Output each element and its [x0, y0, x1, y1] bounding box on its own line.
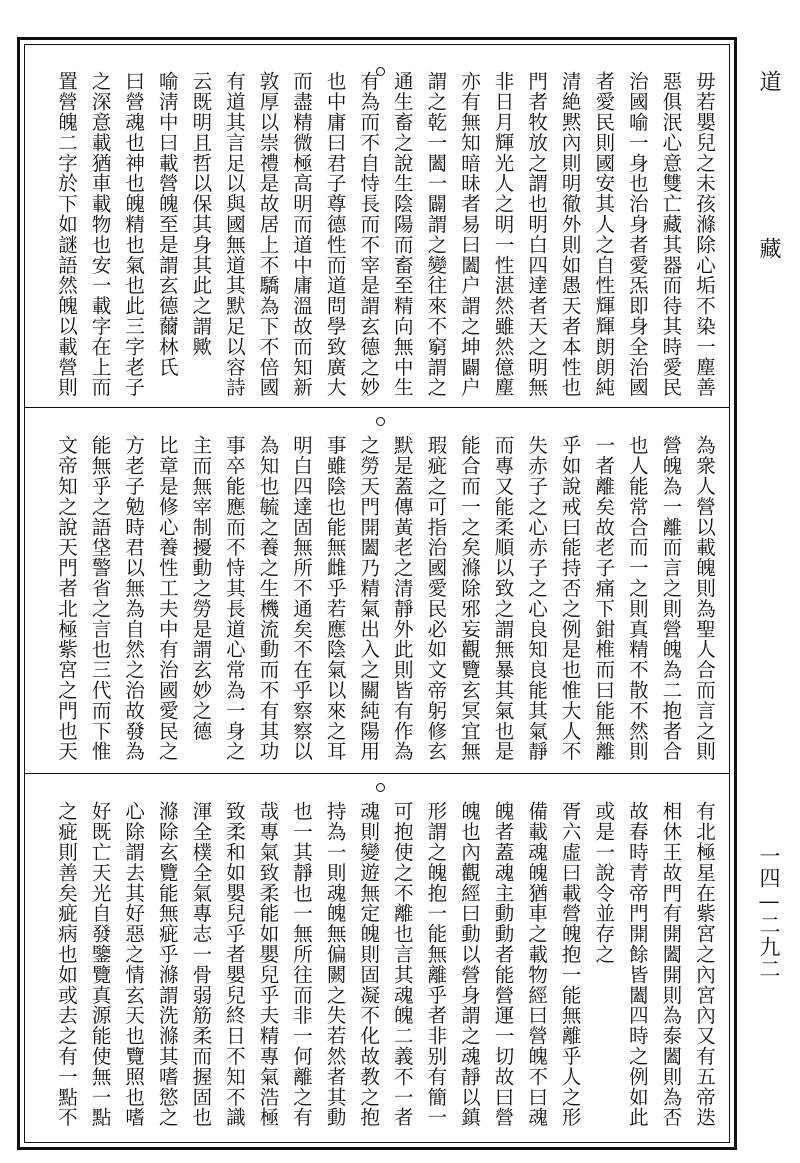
text-column: 故春時青帝門開餘皆闔四時之例如此 — [625, 801, 649, 1128]
text-column: 或是一說令並存之 — [592, 801, 616, 965]
text-column: 喻淸中曰載營魄至是謂玄德薾林氏 — [155, 71, 179, 377]
text-column: 好既亡天光自發鑒覽真源能使無一點 — [88, 801, 112, 1128]
panel-divider — [25, 407, 729, 408]
page-number: 一四—二九二 — [757, 845, 781, 980]
circle-mark-icon — [376, 783, 385, 792]
text-column: 有北極星在紫宮之內宮內又有五帝迭 — [692, 801, 716, 1128]
text-column: 而專又能柔順以致之謂無暴其氣也是 — [491, 435, 515, 762]
text-column: 之疵則善矣疵病也如或去之有一點不 — [55, 801, 78, 1128]
text-column: 之深意載猶車載物也安一載字在上而 — [88, 71, 112, 398]
text-column: 備載魂魄猶車之載物經曰營魄不曰魂 — [525, 801, 549, 1128]
text-column: 形謂之魄抱一能無離乎者非别有簡一 — [424, 801, 448, 1128]
text-column: 能合而一之矣滌除邪妄觀覽玄冥宜無 — [457, 435, 481, 762]
page-frame — [24, 44, 730, 1143]
text-column: 默是蓋傳黃老之清靜外此則皆有作為 — [390, 435, 414, 762]
text-column: 主而無宰制擾動之勞是謂玄妙之德 — [189, 435, 213, 741]
text-column: 門者牧放之謂也明白四達者天之明無 — [525, 71, 549, 398]
text-column: 置營魄二字於下如謎語然魄以載營則 — [55, 71, 78, 398]
text-column: 致柔和如嬰兒乎者嬰兒終日不知不識 — [222, 801, 246, 1128]
text-column: 魄者蓋魂主動動者能營運一切故曰營 — [491, 801, 515, 1128]
text-column: 胥六虛曰載營魄抱一能無離乎人之形 — [558, 801, 582, 1128]
text-column: 渾全樸全氣專志一骨弱筋柔而握固也 — [189, 801, 213, 1128]
text-column: 非日月輝光人之明一性湛然雖然億塵 — [491, 71, 515, 398]
text-column: 魂則變遊無定魄則固凝不化故教之抱 — [357, 801, 381, 1128]
text-column: 哉專氣致柔能如嬰兒乎夫精專氣浩極 — [256, 801, 280, 1128]
text-column: 有為而不自恃長而不宰是謂玄德之妙 — [357, 71, 381, 398]
circle-mark-icon — [376, 417, 385, 426]
text-columns — [51, 435, 719, 765]
text-column: 方老子勉時君以無為自然之治故發為 — [122, 435, 146, 762]
text-column: 也人能常合而一之則真精不散不然則 — [625, 435, 649, 762]
text-column: 文帝知之說天門者北極紫宮之門也天 — [55, 435, 78, 762]
text-column: 而盡精微極高明而道中庸溫故而知新 — [290, 71, 314, 398]
panel-top — [25, 45, 729, 407]
canon-title: 道 藏 — [756, 70, 781, 319]
text-columns — [51, 71, 719, 399]
text-column: 之勞天門開闔乃精氣出入之關純陽用 — [357, 435, 381, 762]
text-column: 事雖陰也能無雌乎若應陰氣以來之耳 — [323, 435, 347, 762]
text-column: 乎如說戒曰能持否之例是也惟大人不 — [558, 435, 582, 762]
text-column: 亦有無知暗昧者易曰闔户謂之坤闢户 — [457, 71, 481, 398]
text-column: 為衆人營以載魄則為聖人合而言之則 — [692, 435, 716, 762]
text-column: 一者離矣故老子痛下鉗椎而曰能無離 — [592, 435, 616, 762]
text-column: 失赤子之心赤子之心良知良能其氣靜 — [525, 435, 549, 762]
text-column: 明白四達固無所不通矣不在乎察察以 — [290, 435, 314, 762]
text-column: 心除謂去其好惡之情玄天也覽照也嗜 — [122, 801, 146, 1128]
text-column: 曰營魂也神也魄精也氣也此三字老子 — [122, 71, 146, 398]
text-column: 能無乎之語垡警省之言也三代而下惟 — [88, 435, 112, 762]
text-column: 魄也內觀經曰動以營身謂之魂靜以鎮 — [457, 801, 481, 1128]
text-column: 可抱使之不離也言其魂魄二義不一者 — [390, 801, 414, 1128]
text-column: 云既明且哲以保其身其此之謂歟 — [189, 71, 213, 357]
text-column: 也中庸曰君子尊德性而道問學致廣大 — [323, 71, 347, 398]
panel-middle — [25, 409, 729, 773]
text-column: 相休王故門有開闔開則為泰闔則為否 — [659, 801, 683, 1128]
text-column: 瑕疵之可指治國愛民必如文帝躬修玄 — [424, 435, 448, 762]
text-column: 清絶黙內則明徹外則如愚天者本性也 — [558, 71, 582, 398]
text-column: 毋若嬰兒之未孩滌除心垢不染一塵善 — [692, 71, 716, 398]
text-columns — [51, 801, 719, 1141]
scripture-page — [17, 37, 737, 1150]
text-column: 持為一則魂魄無偏闕之失若然者其動 — [323, 801, 347, 1128]
text-column: 者愛民則國安其人之自性輝輝朗朗純 — [592, 71, 616, 398]
text-column: 事卒能應而不恃其長道心常為一身之 — [222, 435, 246, 762]
text-column: 為知也毓之養之生機流動而不有其功 — [256, 435, 280, 762]
text-column: 通生畜之說生陰陽而畜至精向無中生 — [390, 71, 414, 398]
text-column: 滌除玄覽能無疵乎滌謂洗滌其嗜慾之 — [155, 801, 179, 1128]
text-column: 謂之乾一闔一闢謂之變往來不窮謂之 — [424, 71, 448, 398]
text-column: 治國喻一身也治身者愛炁即身全治國 — [625, 71, 649, 398]
text-column: 營魄為一離而言之則營魄為二抱者合 — [659, 435, 683, 762]
text-column: 敦厚以崇禮是故居上不驕為下不倍國 — [256, 71, 280, 398]
text-column: 惡俱泯心意雙亡藏其器而待其時愛民 — [659, 71, 683, 398]
panel-divider — [25, 773, 729, 774]
text-column: 有道其言足以與國無道其默足以容詩 — [222, 71, 246, 398]
text-column: 比章是修心養性工夫中有治國愛民之 — [155, 435, 179, 762]
panel-bottom — [25, 775, 729, 1149]
text-column: 也一其靜也一無所往而非一何離之有 — [290, 801, 314, 1128]
